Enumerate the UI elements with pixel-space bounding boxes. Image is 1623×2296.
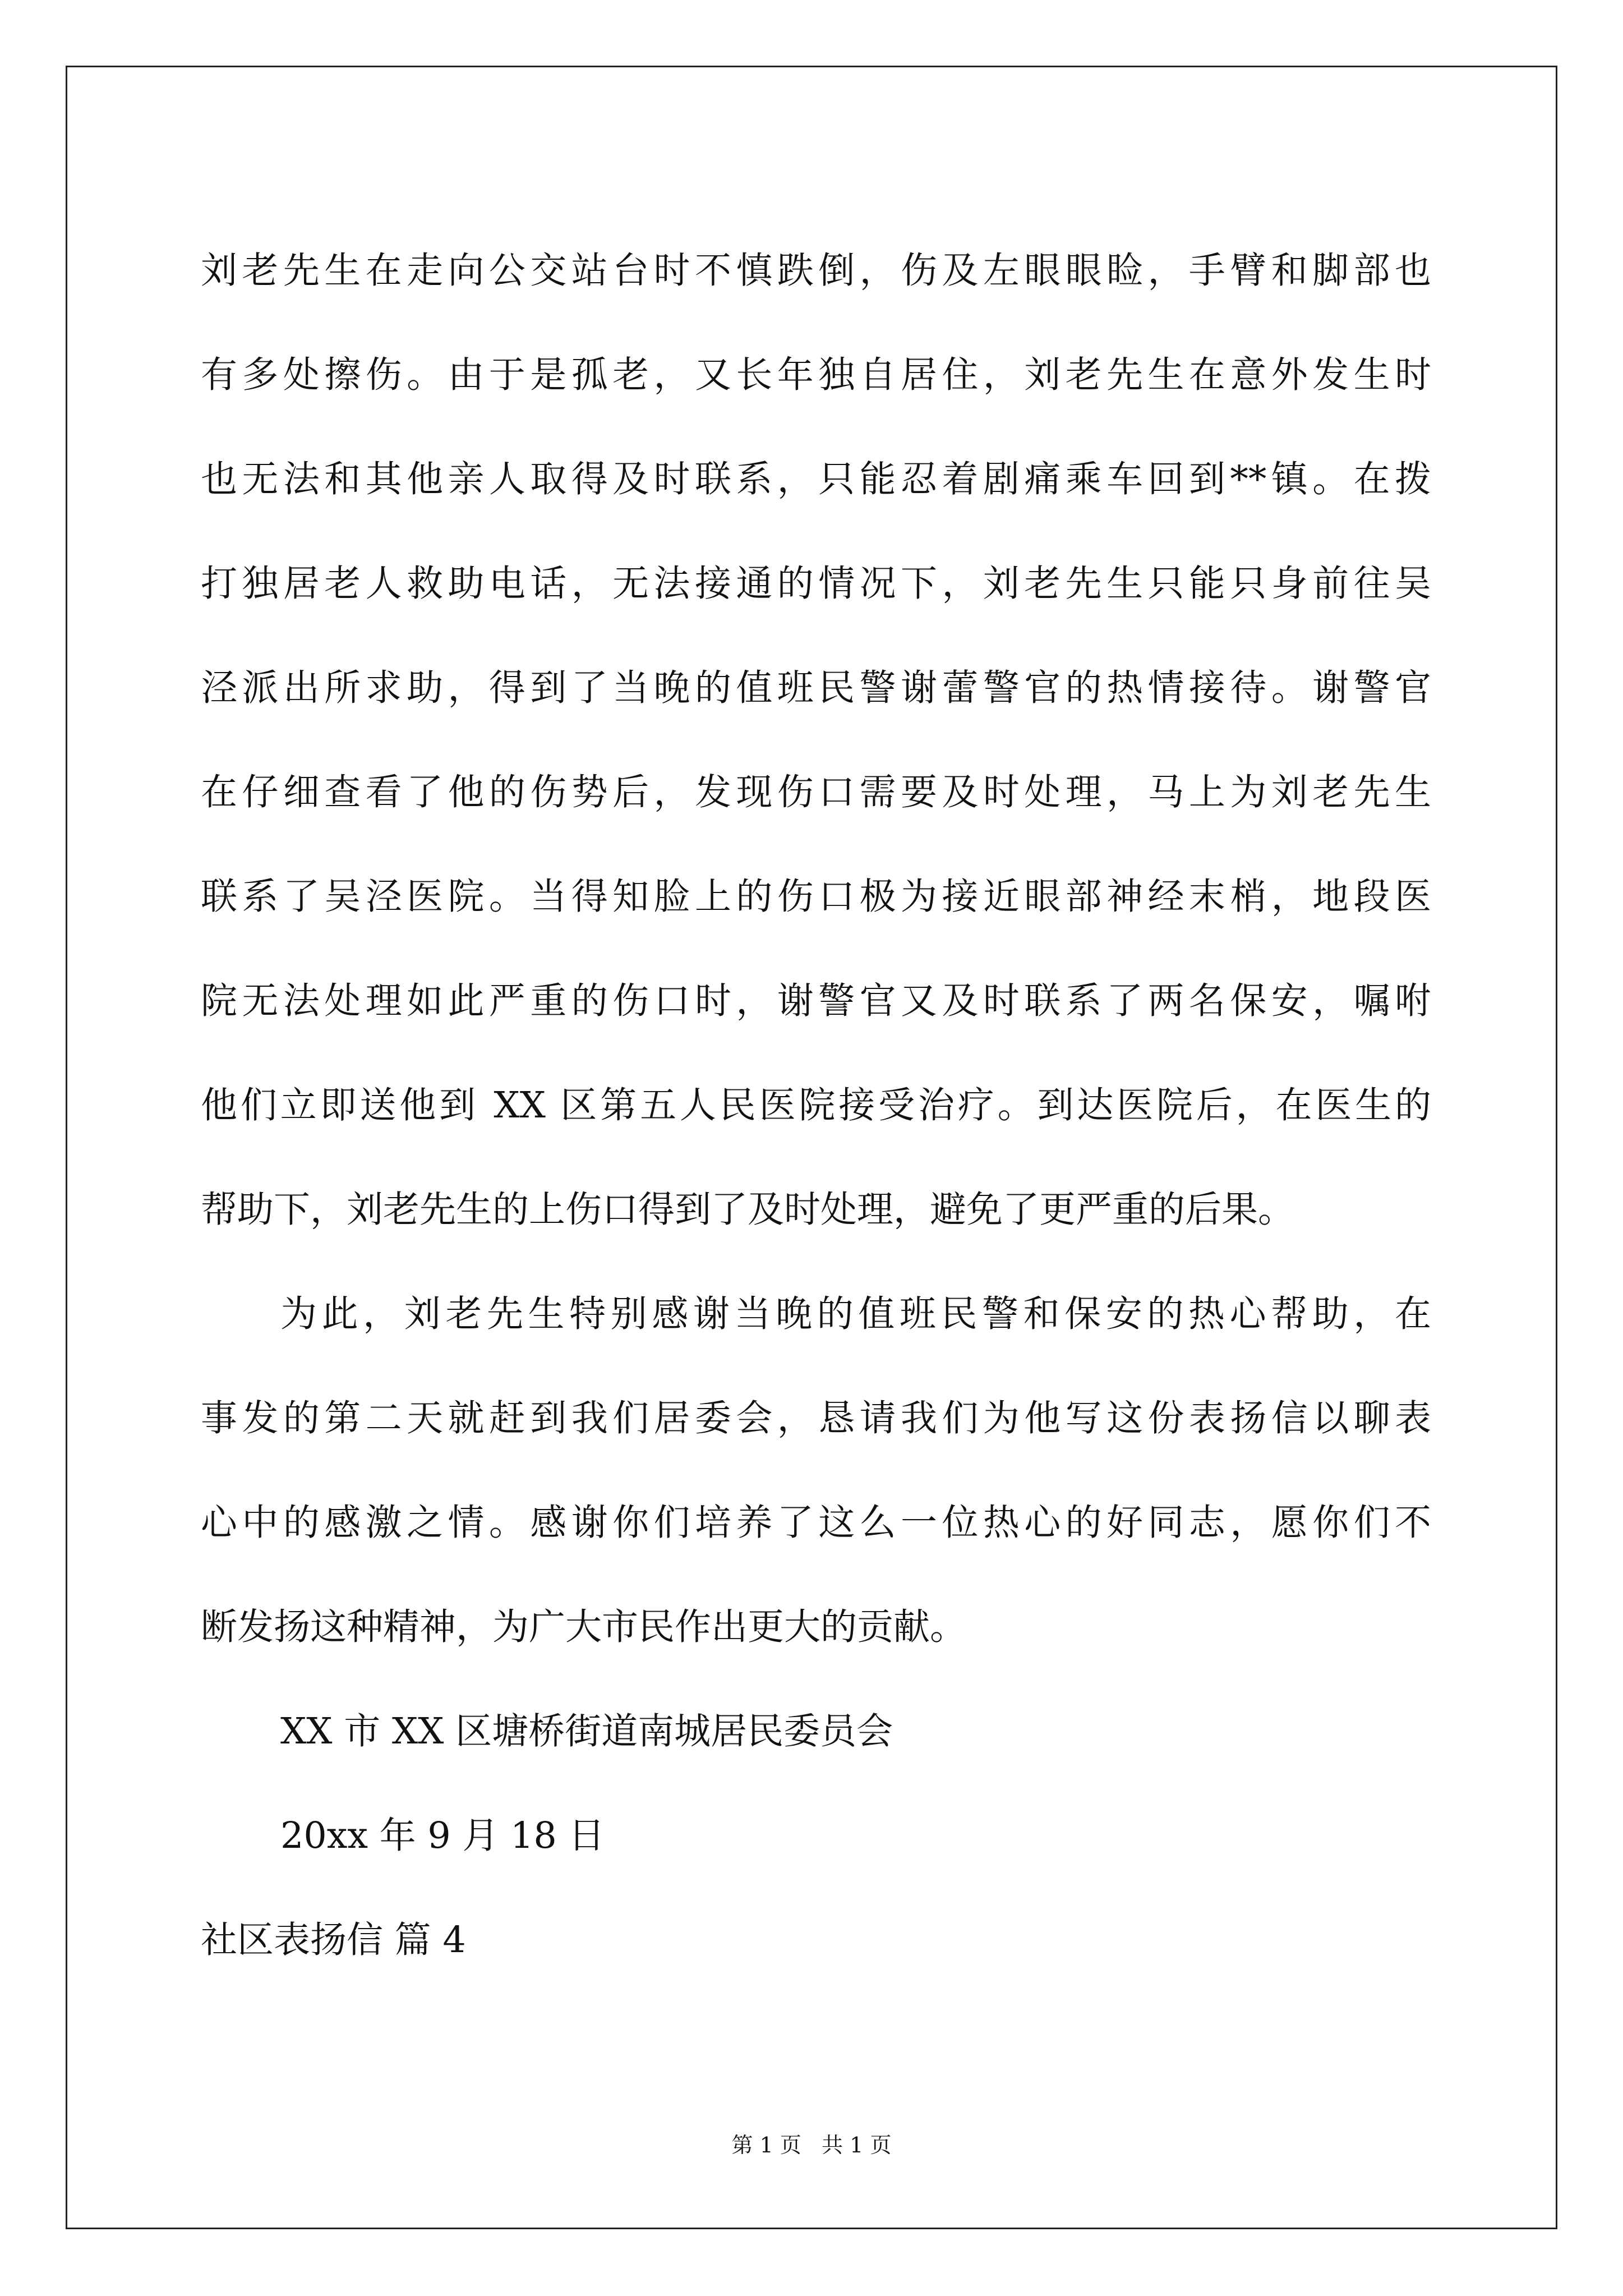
- body-line: 事发的第二天就赶到我们居委会，恳请我们为他写这份表扬信以聊表: [201, 1397, 1431, 1439]
- body-line: 有多处擦伤。由于是孤老，又长年独自居住，刘老先生在意外发生时: [201, 354, 1431, 396]
- body-line: 打独居老人救助电话，无法接通的情况下，刘老先生只能只身前往吴: [201, 563, 1431, 605]
- body-line: 他们立即送他到 XX 区第五人民医院接受治疗。到达医院后，在医生的: [201, 1084, 1431, 1126]
- body-line: 院无法处理如此严重的伤口时，谢警官又及时联系了两名保安，嘱咐: [201, 980, 1431, 1022]
- body-line: 联系了吴泾医院。当得知脸上的伤口极为接近眼部神经末梢，地段医: [201, 876, 1431, 918]
- body-line: 在仔细查看了他的伤势后，发现伤口需要及时处理，马上为刘老先生: [201, 771, 1431, 813]
- body-line: 帮助下，刘老先生的上伤口得到了及时处理，避免了更严重的后果。: [201, 1189, 1295, 1231]
- section-heading: 社区表扬信 篇 4: [201, 1919, 466, 1961]
- page-footer: 第 1 页 共 1 页: [731, 2133, 892, 2157]
- body-line: 断发扬这种精神，为广大市民作出更大的贡献。: [201, 1606, 967, 1648]
- body-line: 心中的感激之情。感谢你们培养了这么一位热心的好同志，愿你们不: [201, 1502, 1431, 1544]
- body-line: 泾派出所求助，得到了当晚的值班民警谢蕾警官的热情接待。谢警官: [201, 667, 1431, 709]
- signature-date: 20xx 年 9 月 18 日: [280, 1815, 605, 1857]
- paragraph-first-line: 为此，刘老先生特别感谢当晚的值班民警和保安的热心帮助，在: [280, 1293, 1431, 1335]
- letter-body: [201, 219, 1431, 1993]
- body-line: 也无法和其他亲人取得及时联系，只能忍着剧痛乘车回到**镇。在拨: [201, 458, 1431, 500]
- signature-organization: XX 市 XX 区塘桥街道南城居民委员会: [280, 1710, 893, 1752]
- body-line: 刘老先生在走向公交站台时不慎跌倒，伤及左眼眼睑，手臂和脚部也: [201, 250, 1431, 292]
